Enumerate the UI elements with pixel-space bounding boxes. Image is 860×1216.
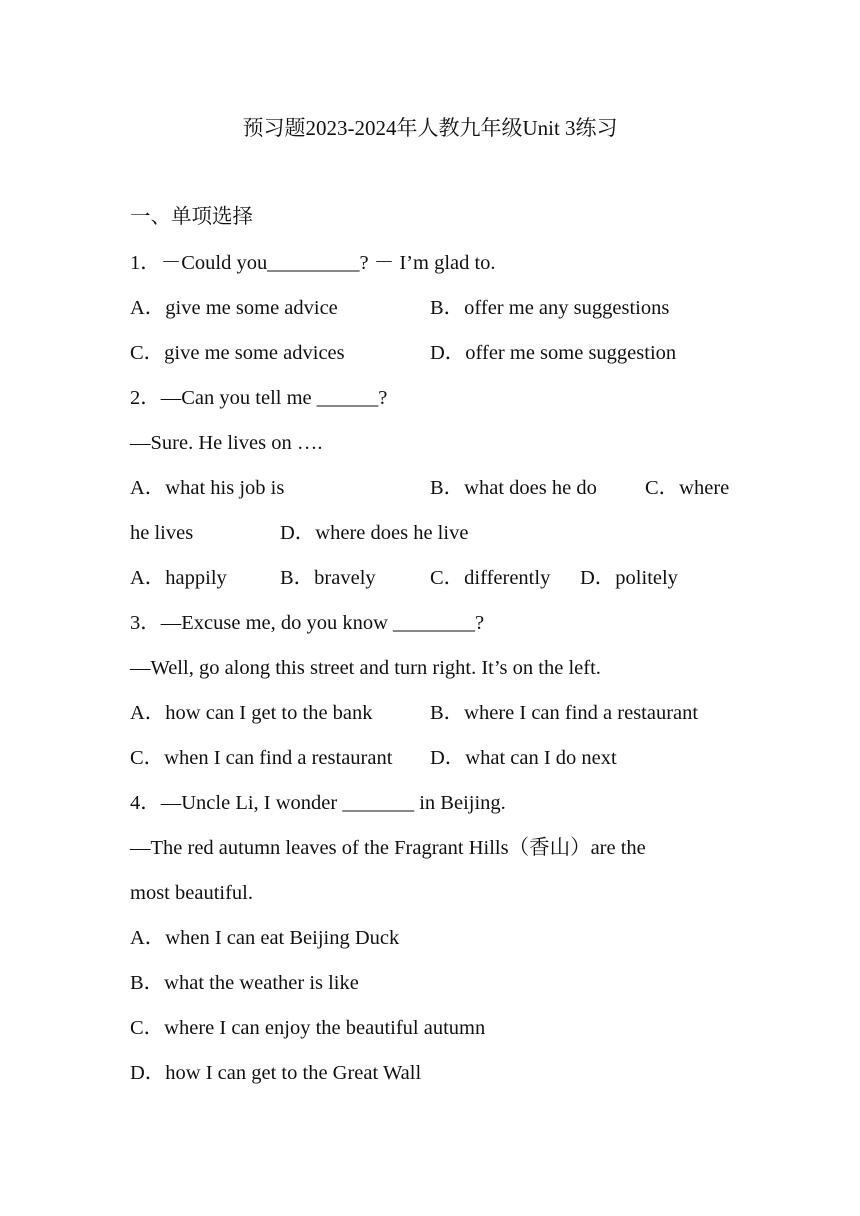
question-4-option-d: D．how I can get to the Great Wall <box>130 1062 422 1084</box>
question-3-reply: —Well, go along this street and turn right. It’s on the left. <box>130 657 601 679</box>
question-2-reply: —Sure. He lives on …. <box>130 432 323 454</box>
question-4-reply-line-2: most beautiful. <box>130 882 253 904</box>
extra-option-a: A．happily <box>130 567 227 589</box>
extra-option-d: D．politely <box>580 567 678 589</box>
question-1-option-a: A．give me some advice <box>130 297 338 319</box>
question-4-reply-line-1: —The red autumn leaves of the Fragrant Hills（香山）are the <box>130 837 646 859</box>
question-3-option-b: B．where I can find a restaurant <box>430 702 699 724</box>
question-4-option-a: A．when I can eat Beijing Duck <box>130 927 400 949</box>
question-2-option-d: D．where does he live <box>280 522 469 544</box>
question-1-stem: 1．－Could you_________? － I’m glad to. <box>130 252 496 274</box>
question-2-option-c-end: he lives <box>130 522 194 544</box>
extra-option-c: C．differently <box>430 567 551 589</box>
question-1-option-b: B．offer me any suggestions <box>430 297 670 319</box>
page-title: 预习题2023-2024年人教九年级Unit 3练习 <box>242 116 618 140</box>
extra-option-b: B．bravely <box>280 567 376 589</box>
section-heading: 一、单项选择 <box>130 206 253 228</box>
question-1-option-c: C．give me some advices <box>130 342 345 364</box>
question-3-stem: 3．—Excuse me, do you know ________? <box>130 612 485 634</box>
question-2-option-a: A．what his job is <box>130 477 285 499</box>
question-3-option-a: A．how can I get to the bank <box>130 702 373 724</box>
question-2-option-b: B．what does he do <box>430 477 597 499</box>
question-1-option-d: D．offer me some suggestion <box>430 342 677 364</box>
question-2-option-c-start: C．where <box>645 477 730 499</box>
question-3-option-d: D．what can I do next <box>430 747 617 769</box>
question-3-option-c: C．when I can find a restaurant <box>130 747 393 769</box>
question-2-stem: 2．—Can you tell me ______? <box>130 387 388 409</box>
question-4-stem: 4．—Uncle Li, I wonder _______ in Beijing. <box>130 792 506 814</box>
question-4-option-c: C．where I can enjoy the beautiful autumn <box>130 1017 486 1039</box>
question-4-option-b: B．what the weather is like <box>130 972 359 994</box>
